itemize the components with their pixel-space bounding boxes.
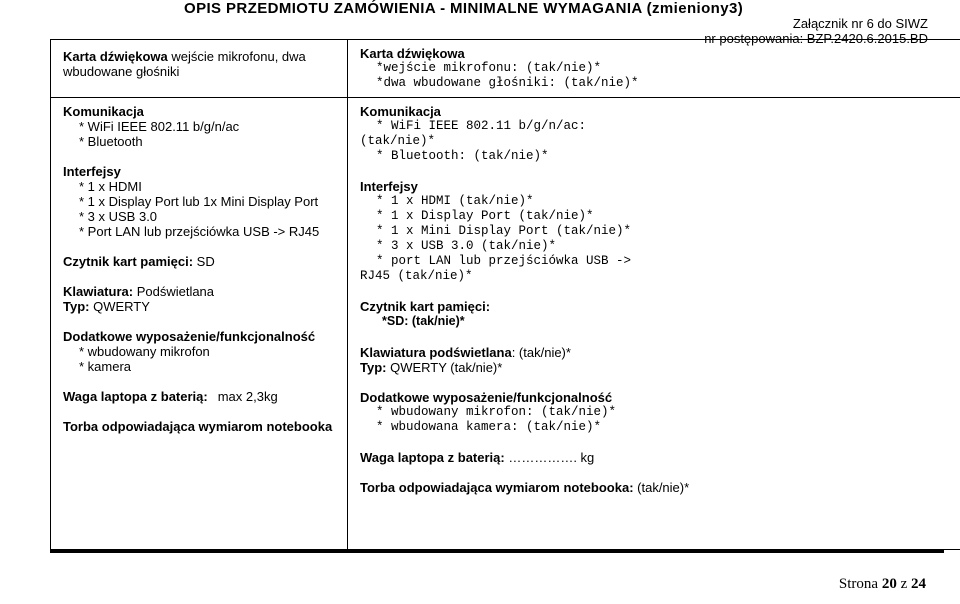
right-comm-item-1-cont: (tak/nie)* — [360, 134, 436, 148]
left-keyboard-type-text: QWERTY — [89, 299, 150, 314]
right-keyboard-label: Klawiatura podświetlana — [360, 345, 512, 360]
left-ifaces-item-2: * 1 x Display Port lub 1x Mini Display Port — [79, 194, 319, 209]
table-bottom-rule — [50, 550, 944, 553]
right-keyboard-type-label: Typ: — [360, 360, 387, 375]
left-audio-cell — [51, 40, 348, 98]
right-ifaces-item-5-cont: RJ45 (tak/nie)* — [360, 269, 473, 283]
right-extras-title: Dodatkowe wyposażenie/funkcjonalność — [360, 390, 613, 405]
right-ifaces-item-2: * 1 x Display Port (tak/nie)* — [376, 209, 594, 223]
attachment-line-2: nr postępowania: BZP.2420.6.2015.BD — [704, 31, 928, 46]
right-keyboard-text: : (tak/nie)* — [511, 345, 571, 360]
attachment-line-1: Załącznik nr 6 do SIWZ — [792, 16, 928, 31]
left-audio-text: wejście mikrofonu, dwa wbudowane głośniki — [63, 49, 306, 79]
right-audio-item-2: *dwa wbudowane głośniki: (tak/nie)* — [376, 76, 639, 90]
left-card-reader-label: Czytnik kart pamięci: — [63, 254, 194, 269]
left-extras-item-1: * wbudowany mikrofon — [79, 344, 210, 359]
right-ifaces-item-3: * 1 x Mini Display Port (tak/nie)* — [376, 224, 632, 238]
table-row-specs — [51, 98, 960, 550]
page-current: 20 — [881, 576, 897, 592]
left-audio-label: Karta dźwiękowa — [63, 49, 168, 64]
right-weight-label: Waga laptopa z baterią: — [360, 450, 505, 465]
right-specs-cell — [348, 98, 960, 550]
left-weight-text: max 2,3kg — [217, 389, 278, 404]
right-card-reader-item-text: *SD: (tak/nie)* — [382, 314, 465, 328]
left-extras-title: Dodatkowe wyposażenie/funkcjonalność — [63, 329, 316, 344]
right-card-reader-title: Czytnik kart pamięci: — [360, 299, 491, 314]
right-comm-item-2: * Bluetooth: (tak/nie)* — [376, 149, 549, 163]
right-comm-item-1: * WiFi IEEE 802.11 b/g/n/ac: — [376, 119, 587, 133]
right-extras-item-2: * wbudowana kamera: (tak/nie)* — [376, 420, 602, 434]
right-ifaces-item-1: * 1 x HDMI (tak/nie)* — [376, 194, 534, 208]
page-prefix: Strona — [838, 576, 882, 592]
right-ifaces-item-4: * 3 x USB 3.0 (tak/nie)* — [376, 239, 557, 253]
left-keyboard-text: Podświetlana — [133, 284, 215, 299]
requirements-table — [50, 39, 960, 550]
right-ifaces-title: Interfejsy — [360, 179, 418, 194]
right-extras-item-1: * wbudowany mikrofon: (tak/nie)* — [376, 405, 617, 419]
right-comm-title: Komunikacja — [360, 104, 441, 119]
right-audio-cell — [348, 40, 960, 98]
right-bag-text: (tak/nie)* — [633, 480, 690, 495]
table-row-audio — [51, 40, 960, 98]
page-separator: z — [896, 576, 911, 592]
left-ifaces-item-3: * 3 x USB 3.0 — [79, 209, 158, 224]
left-extras-item-2: * kamera — [79, 359, 132, 374]
right-card-reader-item — [360, 314, 958, 330]
left-ifaces-item-1: * 1 x HDMI — [79, 179, 142, 194]
page-total: 24 — [911, 576, 926, 592]
left-specs-cell — [51, 98, 348, 550]
page-number — [839, 576, 926, 593]
left-comm-title: Komunikacja — [63, 104, 144, 119]
right-bag-label: Torba odpowiadająca wymiarom notebooka: — [360, 480, 634, 495]
right-audio-title: Karta dźwiękowa — [360, 46, 465, 61]
left-comm-item-2: * Bluetooth — [79, 134, 143, 149]
left-bag-label: Torba odpowiadająca wymiarom notebooka — [63, 419, 333, 434]
left-keyboard-label: Klawiatura: — [63, 284, 134, 299]
right-ifaces-item-5: * port LAN lub przejściówka USB -> — [376, 254, 632, 268]
right-weight-text: ……………. kg — [504, 450, 595, 465]
left-ifaces-title: Interfejsy — [63, 164, 121, 179]
right-audio-item-1: *wejście mikrofonu: (tak/nie)* — [376, 61, 602, 75]
left-keyboard-type-label: Typ: — [63, 299, 90, 314]
left-weight-label: Waga laptopa z baterią: — [63, 389, 208, 404]
document-title: OPIS PRZEDMIOTU ZAMÓWIENIA - MINIMALNE WYMAGANIA (zmieniony3) — [184, 0, 744, 17]
left-comm-item-1: * WiFi IEEE 802.11 b/g/n/ac — [79, 119, 240, 134]
right-keyboard-type-text: QWERTY (tak/nie)* — [386, 360, 503, 375]
left-card-reader-text: SD — [193, 254, 215, 269]
left-ifaces-item-4: * Port LAN lub przejściówka USB -> RJ45 — [79, 224, 320, 239]
